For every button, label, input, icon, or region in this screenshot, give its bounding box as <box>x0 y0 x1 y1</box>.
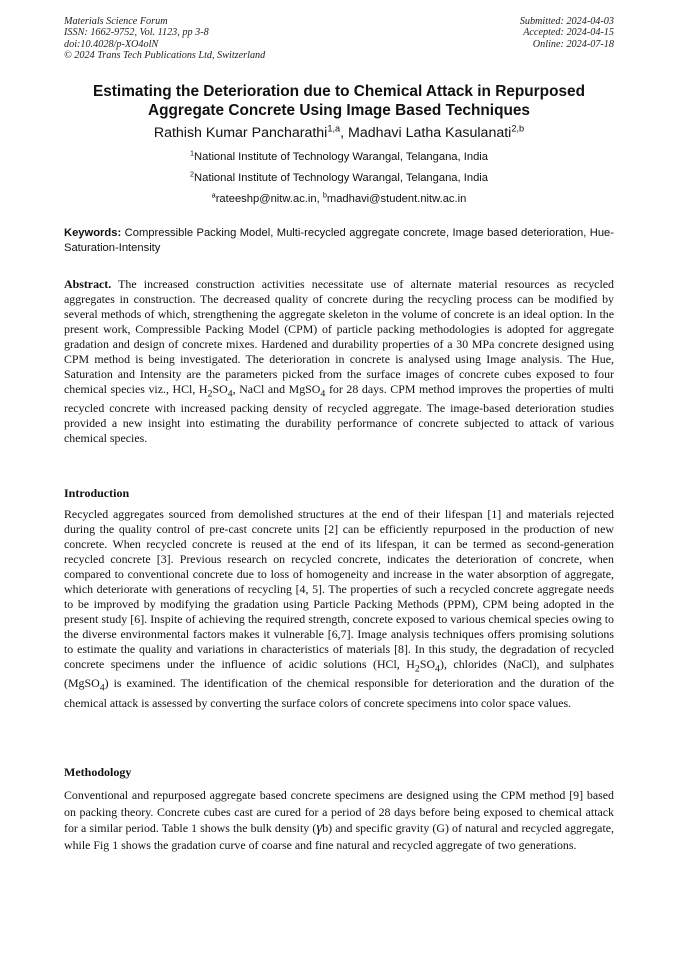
email-a-mark: a <box>211 190 216 200</box>
title-line-2: Aggregate Concrete Using Image Based Techniques <box>147 102 530 119</box>
intro-text-1: Recycled aggregates sourced from demolished structures at the end of their lifespan [1] and materials rejected during the quality control of pre-cast concrete units [2] can be efficiently repurposed in the production of new concrete. When recycled concrete is reused at the end of its lifespan, it can be termed as second-generation recycled concrete [3]. Previous research on recycled concrete, indicates the deterioration of concrete, when compared to conventional concrete due to loss of homogeneity and increase in the water absorption of aggregate, which deteriorate with generations of recycling [4, 5]. The properties of such a recycled concrete aggregate needs to be improved by modifying the gradation using Particle Packing Methods (PPM), CPM being adopted in the present study [6]. Inspite of achieving the required strength, concrete exposed to various chemical species owing to the diverse environmental factors makes it vulnerable [6,7]. Image analysis techniques offers promising solutions to estimate the quality and variations in characteristics of materials [8]. In this study, the degradation of recycled concrete specimens under the influence of acidic solutions (HCl, H <box>64 507 614 671</box>
author-2-affiliation-mark: 2,b <box>511 123 525 134</box>
author-1-affiliation-mark: 1,a <box>327 123 341 134</box>
abstract-paragraph <box>64 277 614 446</box>
affiliation-1 <box>64 150 614 164</box>
methodology-paragraph <box>64 787 614 853</box>
intro-text-3: ), chlorides (NaCl), and sulphates (MgSO <box>64 657 614 691</box>
journal-name: Materials Science Forum <box>64 16 168 27</box>
author-separator: , <box>340 125 349 141</box>
abstract-subscript: 4 <box>320 388 326 400</box>
abstract-subscript: 4 <box>227 388 233 400</box>
doi-line[interactable]: doi:10.4028/p-XO4olN <box>64 38 159 50</box>
introduction-paragraph <box>64 507 614 711</box>
copyright-line: © 2024 Trans Tech Publications Ltd, Switzerland <box>64 50 266 62</box>
title-line-1: Estimating the Deterioration due to Chemical Attack in Repurposed <box>92 83 585 100</box>
submitted-date: Submitted: 2024-04-03 <box>519 16 614 27</box>
accepted-date: Accepted: 2024-04-15 <box>523 27 614 39</box>
abstract-text-1: The increased construction activities necessitate use of alternate material resources as recycled aggregates in construction. The decreased quality of concrete during the recycling process can be modified by several methods of which, strengthening the aggregate skeleton in the volume of concrete is an ideal option. In the present work, Compressible Packing Model (CPM) of particle packing methodologies is adopted for aggregate gradation and design of concrete mixes. Hardened and durability properties of a 30 MPa concrete designed using CPM method is being investigated. The deterioration in concrete is analysed using Image analysis. The Hue, Saturation and Intensity are the parameters picked from the surface images of concrete cubes exposed to four chemical species viz., HCl, H <box>64 277 614 396</box>
affiliation-2 <box>64 171 614 185</box>
abstract-label: Abstract. <box>64 277 112 291</box>
author-list <box>64 124 614 142</box>
dates-header <box>520 16 614 50</box>
affiliation-1-mark: 1 <box>189 148 195 158</box>
affiliation-2-mark: 2 <box>189 169 195 179</box>
author-1: Rathish Kumar Pancharathi <box>153 125 328 141</box>
abstract-text-3: , NaCl and MgSO <box>232 382 321 396</box>
paper-title <box>64 82 614 120</box>
abstract-text-2: SO <box>212 382 228 396</box>
author-emails <box>64 192 614 206</box>
affiliation-1-text: National Institute of Technology Warangal, Telangana, India <box>194 151 488 163</box>
keywords-label: Keywords: <box>64 227 122 239</box>
affiliation-2-text: National Institute of Technology Warangal, Telangana, India <box>194 172 488 184</box>
intro-text-2: SO <box>419 657 436 671</box>
method-text-2: b) and specific gravity (G) of natural and recycled aggregate, while Fig 1 shows the gradation curve of coarse and fine natural and recycled aggregate of two generations. <box>64 821 614 852</box>
methodology-heading: Methodology <box>64 765 132 779</box>
introduction-heading: Introduction <box>64 486 130 500</box>
issn-line: ISSN: 1662-9752, Vol. 1123, pp 3-8 <box>64 27 209 39</box>
abstract-text-4: for 28 days. CPM method improves the properties of multi recycled concrete with increased packing density of recycled aggregate. The image-based deterioration studies provided a new insight into estimating the durability performance of concrete subjected to attack of various chemical species. <box>64 382 614 446</box>
gamma-symbol: γ <box>316 820 323 836</box>
intro-subscript: 2 <box>414 663 420 675</box>
email-b[interactable]: madhavi@student.nitw.ac.in <box>326 193 467 205</box>
intro-text-4: ) is examined. The identification of the chemical responsible for deterioration and the duration of the chemical attack is assessed by converting the surface colors of concrete specimens into color space values. <box>64 676 614 710</box>
online-date: Online: 2024-07-18 <box>532 38 614 50</box>
author-2: Madhavi Latha Kasulanati <box>348 125 512 141</box>
email-a[interactable]: rateeshp@nitw.ac.in, <box>215 193 323 205</box>
abstract-subscript: 2 <box>207 388 213 400</box>
method-text-1: Conventional and repurposed aggregate based concrete specimens are designed using the CPM method [9] based on packing theory. Concrete cubes cast are cured for a period of 28 days before being exposed to chemical attack for a similar period. Table 1 shows the bulk density ( <box>64 788 614 835</box>
intro-subscript: 4 <box>99 682 105 694</box>
email-b-mark: b <box>322 190 327 200</box>
keywords-text: Compressible Packing Model, Multi-recycled aggregate concrete, Image based deterioration, Hue-Saturation-Intensity <box>64 227 614 254</box>
keywords-block <box>64 226 614 255</box>
journal-header <box>64 16 265 62</box>
intro-subscript: 4 <box>435 663 440 675</box>
